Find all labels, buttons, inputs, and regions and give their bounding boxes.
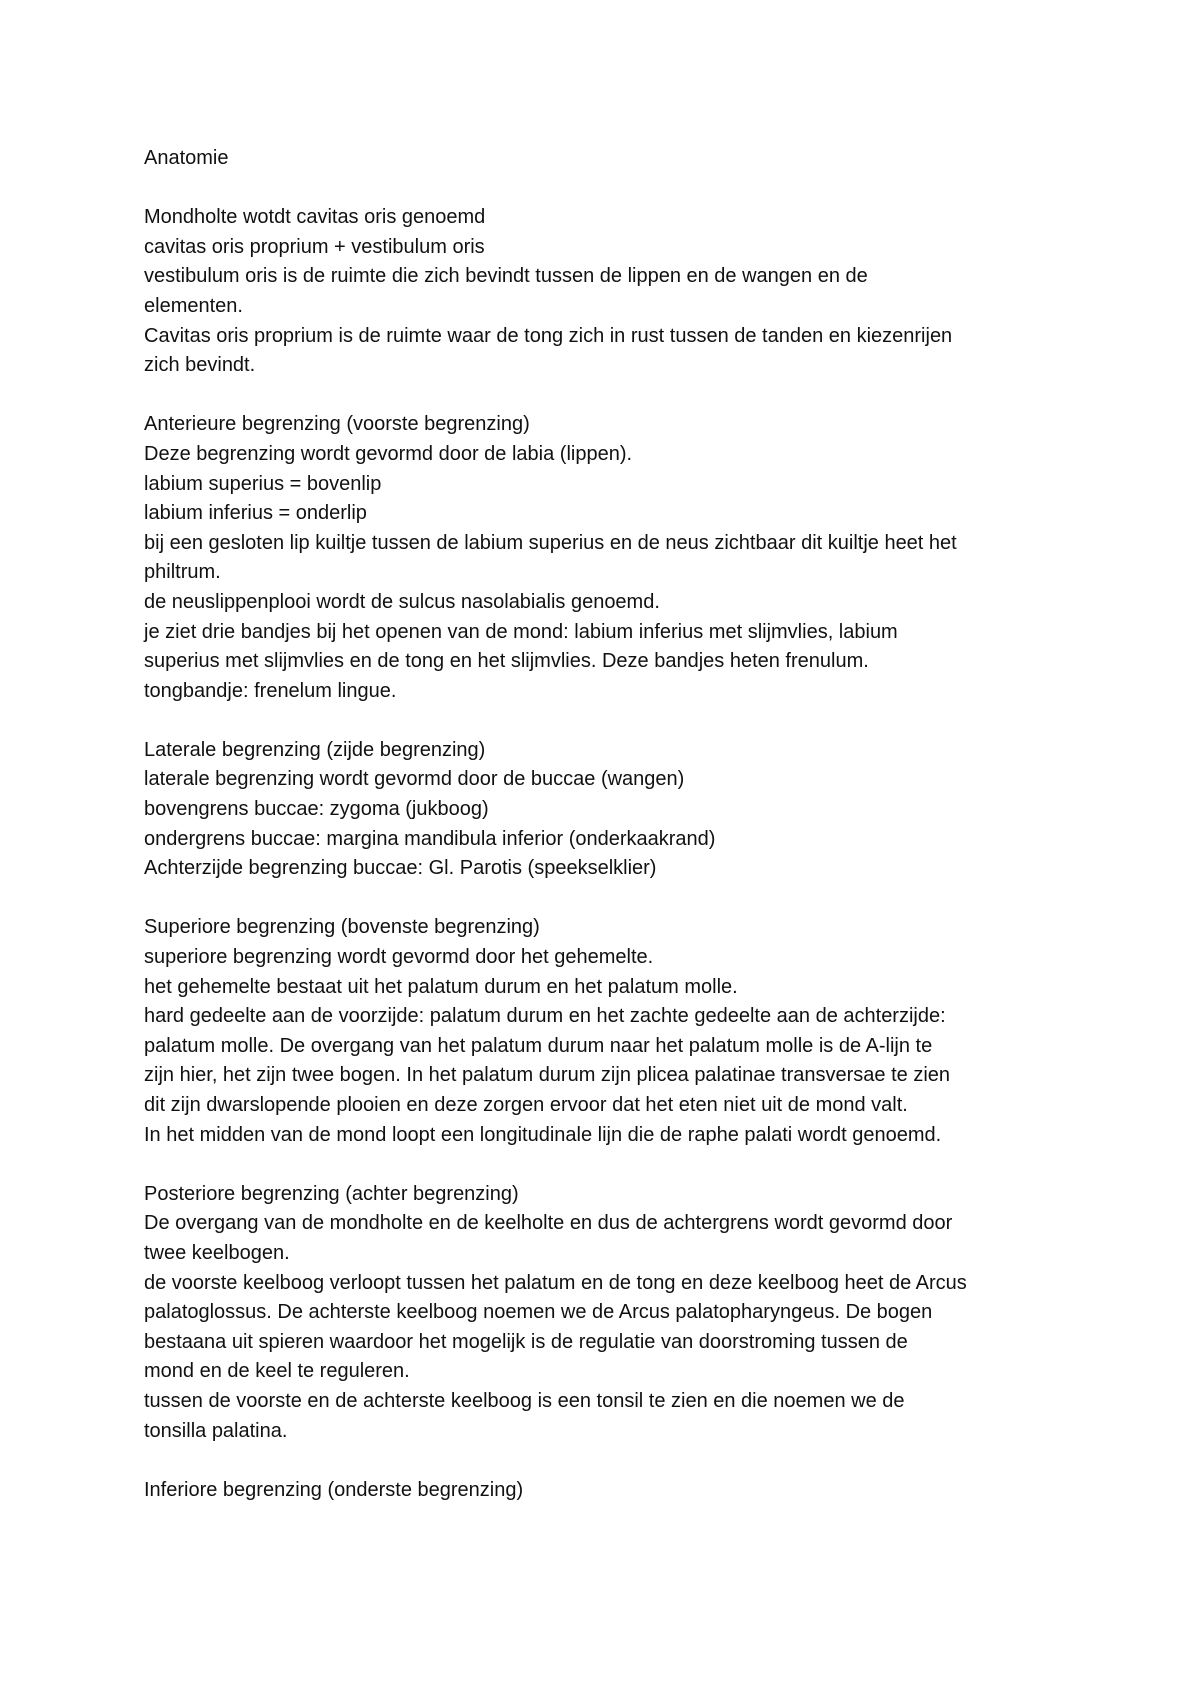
blank-line <box>144 1150 1064 1180</box>
text-line: superiore begrenzing wordt gevormd door het gehemelte. <box>144 946 654 969</box>
text-line: bovengrens buccae: zygoma (jukboog) <box>144 798 489 821</box>
section-heading-anterior: Anterieure begrenzing (voorste begrenzing) <box>144 413 530 436</box>
section-heading-posterior: Posteriore begrenzing (achter begrenzing) <box>144 1182 519 1205</box>
text-line: de voorste keelboog verloopt tussen het palatum en de tong en deze keelboog heet de Arcus <box>144 1271 967 1294</box>
text-line: mond en de keel te reguleren. <box>144 1360 410 1383</box>
text-line: twee keelbogen. <box>144 1241 290 1264</box>
text-line: palatum molle. De overgang van het palatum durum naar het palatum molle is de A-lijn te <box>144 1034 933 1057</box>
text-line: Deze begrenzing wordt gevormd door de labia (lippen). <box>144 442 633 465</box>
text-line: In het midden van de mond loopt een longitudinale lijn die de raphe palati wordt genoemd. <box>144 1123 942 1146</box>
text-line: tussen de voorste en de achterste keelboog is een tonsil te zien en die noemen we de <box>144 1389 905 1412</box>
text-line: tongbandje: frenelum lingue. <box>144 679 397 702</box>
text-line: Achterzijde begrenzing buccae: Gl. Parotis (speekselklier) <box>144 857 657 880</box>
text-line: De overgang van de mondholte en de keelholte en dus de achtergrens wordt gevormd door <box>144 1212 953 1235</box>
blank-line <box>144 884 1064 914</box>
section-heading-lateral: Laterale begrenzing (zijde begrenzing) <box>144 738 486 761</box>
blank-line <box>144 381 1064 411</box>
text-line: bestaana uit spieren waardoor het mogelijk is de regulatie van doorstroming tussen de <box>144 1330 908 1353</box>
text-line: de neuslippenplooi wordt de sulcus nasolabialis genoemd. <box>144 590 660 613</box>
text-line: cavitas oris proprium + vestibulum oris <box>144 235 485 258</box>
text-line: palatoglossus. De achterste keelboog noemen we de Arcus palatopharyngeus. De bogen <box>144 1301 933 1324</box>
text-line: zijn hier, het zijn twee bogen. In het palatum durum zijn plicea palatinae transversae te zien <box>144 1064 951 1087</box>
text-line: hard gedeelte aan de voorzijde: palatum durum en het zachte gedeelte aan de achterzijde: <box>144 1005 946 1028</box>
text-line: labium superius = bovenlip <box>144 472 382 495</box>
text-line: Mondholte wotdt cavitas oris genoemd <box>144 206 486 229</box>
blank-line <box>144 174 1064 204</box>
text-line: elementen. <box>144 294 243 317</box>
text-line: dit zijn dwarslopende plooien en deze zorgen ervoor dat het eten niet uit de mond valt. <box>144 1094 908 1116</box>
section-heading-inferior: Inferiore begrenzing (onderste begrenzing) <box>144 1478 524 1501</box>
document-title: Anatomie <box>144 147 229 169</box>
document-body <box>144 144 1064 1505</box>
text-line: vestibulum oris is de ruimte die zich bevindt tussen de lippen en de wangen en de <box>144 265 868 288</box>
text-line: laterale begrenzing wordt gevormd door de buccae (wangen) <box>144 768 685 791</box>
text-line: bij een gesloten lip kuiltje tussen de labium superius en de neus zichtbaar dit kuiltje heet het <box>144 531 957 554</box>
blank-line <box>144 706 1064 736</box>
blank-line <box>144 1446 1064 1476</box>
text-line: ondergrens buccae: margina mandibula inferior (onderkaakrand) <box>144 827 716 850</box>
section-heading-superior: Superiore begrenzing (bovenste begrenzing) <box>144 916 540 939</box>
text-line: het gehemelte bestaat uit het palatum durum en het palatum molle. <box>144 975 738 998</box>
text-line: philtrum. <box>144 561 221 584</box>
text-line: tonsilla palatina. <box>144 1419 288 1442</box>
text-line: je ziet drie bandjes bij het openen van de mond: labium inferius met slijmvlies, labium <box>144 620 898 643</box>
text-line: Cavitas oris proprium is de ruimte waar de tong zich in rust tussen de tanden en kiezenrijen <box>144 324 953 347</box>
text-line: superius met slijmvlies en de tong en het slijmvlies. Deze bandjes heten frenulum. <box>144 650 869 673</box>
text-line: zich bevindt. <box>144 354 256 377</box>
text-line: labium inferius = onderlip <box>144 502 367 525</box>
